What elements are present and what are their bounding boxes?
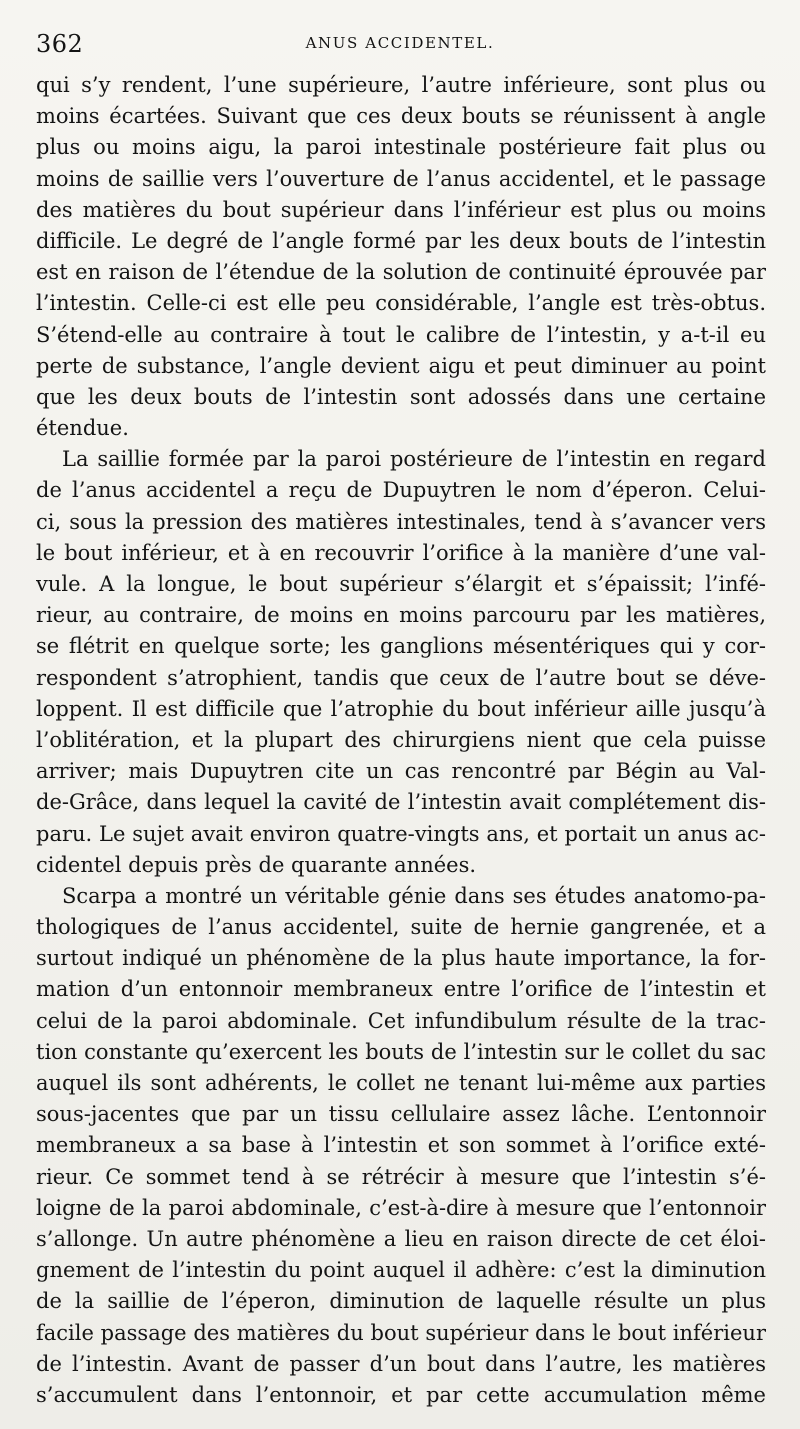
text-line: perte de substance, l’angle devient aigu et peut diminuer au point — [36, 353, 766, 378]
text-line: plus ou moins aigu, la paroi intestinale postérieure fait plus ou — [36, 135, 766, 160]
text-line: membraneux a sa base à l’intestin et son sommet à l’orifice exté- — [36, 1133, 766, 1158]
text-line: mation d’un entonnoir membraneux entre l’orifice de l’intestin et — [36, 977, 766, 1002]
text-line: rieur. Ce sommet tend à se rétrécir à mesure que l’intestin s’é- — [36, 1164, 766, 1189]
text-line: auquel ils sont adhérents, le collet ne tenant lui-même aux parties — [36, 1071, 766, 1095]
text-line: de la saillie de l’éperon, diminution de laquelle résulte un plus — [36, 1289, 766, 1314]
paragraph — [36, 444, 766, 881]
text-line: s’accumulent dans l’entonnoir, et par cette accumulation même — [36, 1382, 766, 1407]
text-line: de-Grâce, dans lequel la cavité de l’intestin avait complétement dis- — [36, 790, 766, 815]
text-line: des matières du bout supérieur dans l’inférieur est plus ou moins — [36, 197, 766, 222]
text-line: thologiques de l’anus accidentel, suite de hernie gangrenée, et a — [36, 915, 766, 940]
text-line: facile passage des matières du bout supérieur dans le bout inférieur — [36, 1320, 766, 1345]
paragraph — [36, 70, 766, 444]
text-line: de l’intestin. Avant de passer d’un bout dans l’autre, les matières — [36, 1351, 766, 1376]
text-line: paru. Le sujet avait environ quatre-vingts ans, et portait un anus ac- — [36, 821, 766, 846]
page-header — [36, 30, 764, 66]
text-line: arriver; mais Dupuytren cite un cas rencontré par Bégin au Val- — [36, 759, 766, 784]
text-line: l’intestin. Celle-ci est elle peu considérable, l’angle est très-obtus. — [36, 291, 766, 316]
text-line: le bout inférieur, et à en recouvrir l’orifice à la manière d’une val- — [36, 540, 766, 565]
text-line: loppent. Il est difficile que l’atrophie du bout inférieur aille jusqu’à — [36, 696, 766, 721]
text-line: loigne de la paroi abdominale, c’est-à-dire à mesure que l’entonnoir — [36, 1195, 766, 1220]
text-line: est en raison de l’étendue de la solution de continuité éprouvée par — [36, 260, 766, 285]
text-line: moins écartées. Suivant que ces deux bouts se réunissent à angle — [36, 104, 766, 129]
text-line: s’allonge. Un autre phénomène a lieu en raison directe de cet éloi- — [36, 1226, 766, 1251]
text-line: Scarpa a montré un véritable génie dans ses études anatomo-pa- — [62, 883, 766, 908]
text-line: tion constante qu’exercent les bouts de l’intestin sur le collet du sac — [36, 1039, 766, 1064]
text-line: cidentel depuis près de quarante années. — [36, 852, 477, 877]
text-line: rieur, au contraire, de moins en moins parcouru par les matières, — [36, 603, 766, 628]
text-line: S’étend-elle au contraire à tout le calibre de l’intestin, y a-t-il eu — [36, 322, 766, 347]
text-line: vule. A la longue, le bout supérieur s’élargit et s’épaissit; l’infé- — [36, 572, 766, 596]
text-line: ci, sous la pression des matières intestinales, tend à s’avancer vers — [36, 509, 766, 534]
text-line: surtout indiqué un phénomène de la plus haute importance, la for- — [36, 946, 766, 971]
text-line: respondent s’atrophient, tandis que ceux de l’autre bout se déve- — [36, 665, 766, 690]
text-line: sous-jacentes que par un tissu cellulaire assez lâche. L’entonnoir — [36, 1102, 766, 1127]
text-line: qui s’y rendent, l’une supérieure, l’autre inférieure, sont plus ou — [36, 73, 766, 97]
text-line: difficile. Le degré de l’angle formé par les deux bouts de l’intestin — [36, 228, 766, 253]
body-text — [36, 70, 766, 1411]
text-line: se flétrit en quelque sorte; les ganglions mésentériques qui y cor- — [36, 634, 766, 659]
text-line: que les deux bouts de l’intestin sont adossés dans une certaine — [36, 384, 766, 409]
paragraph — [36, 881, 766, 1411]
text-line: gnement de l’intestin du point auquel il adhère: c’est la diminution — [36, 1258, 766, 1283]
text-line: étendue. — [36, 416, 129, 441]
text-line: La saillie formée par la paroi postérieure de l’intestin en regard — [62, 447, 766, 472]
text-line: moins de saillie vers l’ouverture de l’anus accidentel, et le passage — [36, 166, 766, 191]
running-head: ANUS ACCIDENTEL. — [305, 34, 495, 52]
text-line: celui de la paroi abdominale. Cet infundibulum résulte de la trac- — [36, 1008, 766, 1033]
page-number: 362 — [36, 30, 84, 58]
text-line: l’oblitération, et la plupart des chirurgiens nient que cela puisse — [36, 727, 766, 752]
text-line: de l’anus accidentel a reçu de Dupuytren le nom d’éperon. Celui- — [36, 478, 766, 503]
